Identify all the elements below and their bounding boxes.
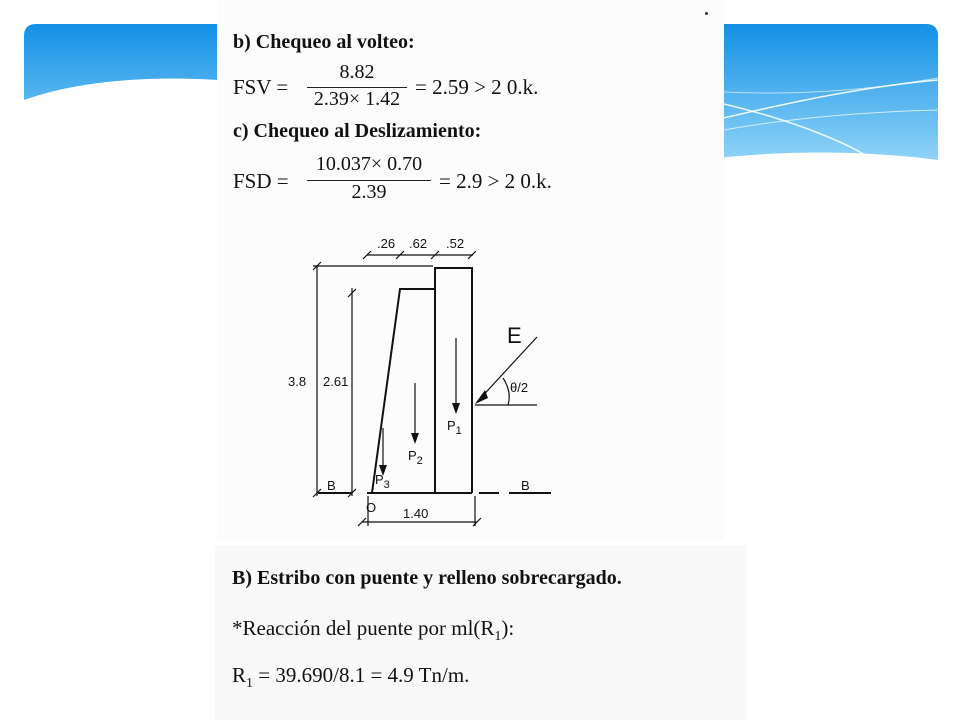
dim-label-062: .62 xyxy=(409,236,428,251)
fsv-numerator: 8.82 xyxy=(339,61,375,83)
p2-arrowhead xyxy=(411,433,419,444)
dim-label-height-inner: 2.61 xyxy=(323,374,349,389)
fsv-lhs: FSV = xyxy=(233,75,289,99)
reaction-label-pre: *Reacción del puente por ml(R xyxy=(232,616,495,640)
fsd-denominator: 2.39 xyxy=(351,181,387,203)
angle-label: θ/2 xyxy=(510,380,529,395)
abutment-stem-outline xyxy=(372,289,435,493)
r1-rhs: = 39.690/8.1 = 4.9 Tn/m. xyxy=(253,663,470,687)
fsv-denominator: 2.39× 1.42 xyxy=(313,88,401,110)
section-label-b-right: B xyxy=(521,478,530,493)
heading-chequeo-volteo: b) Chequeo al volteo: xyxy=(233,31,415,53)
weight-label-p3: $P_3$ xyxy=(375,472,390,491)
r1-sub: 1 xyxy=(246,676,254,692)
scanned-page-top xyxy=(217,0,724,541)
p1-arrowhead xyxy=(452,403,460,414)
heading-estribo-puente: B) Estribo con puente y relleno sobrecargado. xyxy=(232,567,622,589)
force-label-E: E xyxy=(507,323,522,348)
fsd-lhs: FSD = xyxy=(233,169,289,193)
dim-label-height-total: 3.8 xyxy=(288,374,307,389)
fsv-rhs: = 2.59 > 2 0.k. xyxy=(415,75,539,99)
fsd-rhs: = 2.9 > 2 0.k. xyxy=(439,169,552,193)
dim-label-base: 1.40 xyxy=(403,506,429,521)
heading-chequeo-deslizamiento: c) Chequeo al Deslizamiento: xyxy=(233,120,482,142)
dim-label-052: .52 xyxy=(446,236,465,251)
origin-label-o: O xyxy=(366,500,377,515)
weight-label-p2: $P_2$ xyxy=(408,448,423,467)
dim-label-026: .26 xyxy=(377,236,396,251)
weight-label-p1: $P_1$ xyxy=(447,418,462,437)
section-label-b-left: B xyxy=(327,478,336,493)
fsd-numerator: 10.037× 0.70 xyxy=(315,153,423,175)
reaction-label xyxy=(232,616,514,645)
abutment-diagram xyxy=(217,0,724,541)
r1-equation xyxy=(232,663,469,692)
angle-arc xyxy=(503,378,509,405)
scanned-page-bottom xyxy=(215,545,747,720)
r1-lhs: R xyxy=(232,663,247,687)
reaction-label-sub: 1 xyxy=(494,629,502,645)
reaction-label-post: ): xyxy=(501,616,515,640)
abutment-back-outline xyxy=(435,268,472,493)
